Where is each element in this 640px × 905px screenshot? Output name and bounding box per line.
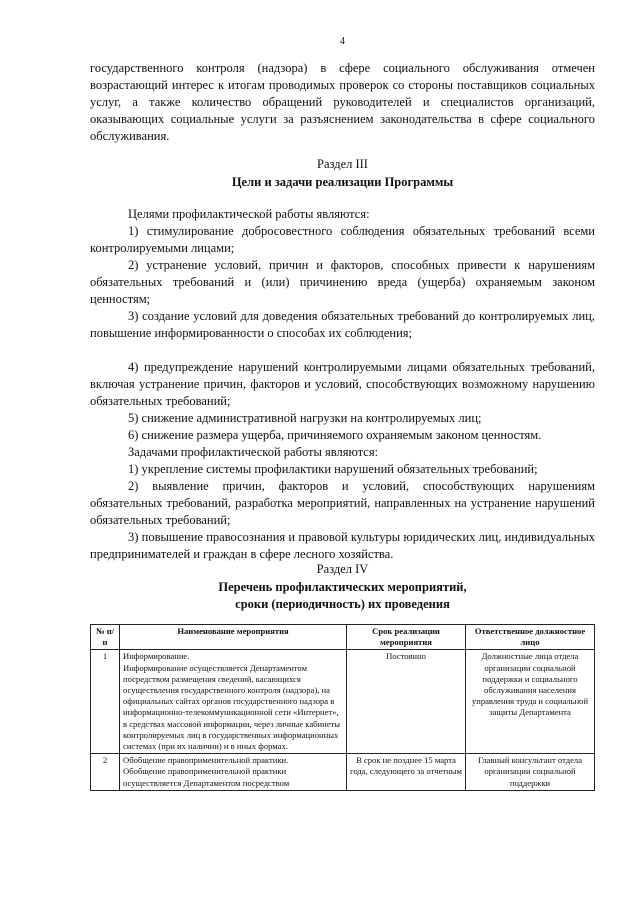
header-name: Наименование мероприятия xyxy=(120,625,347,650)
header-num: № п/п xyxy=(91,625,120,650)
goal-item-2: 2) устранение условий, причин и факторов, способных привести к нарушениям обязательных требований и (или) причинению вреда (ущерба) охраняемым законом ценностям; xyxy=(90,258,595,306)
page-number: 4 xyxy=(340,36,345,47)
row-term: В срок не позднее 15 марта года, следующего за отчетным xyxy=(347,754,466,791)
goal-item-4: 4) предупреждение нарушений контролируемыми лицами обязательных требований, включая устранение причин, факторов и условий, способствующих возможному нарушению обязательных требований; xyxy=(90,360,595,408)
header-resp: Ответственное должностное лицо xyxy=(466,625,595,650)
row-name: Обобщение правоприменительной практики. Обобщение правоприменительной практики осуществляется Департаментом посредством xyxy=(120,754,347,791)
goal-item-6: 6) снижение размера ущерба, причиняемого охраняемым законом ценностям. xyxy=(128,428,542,442)
measures-table xyxy=(90,624,595,791)
table-header-row xyxy=(91,625,595,650)
goal-item-1: 1) стимулирование добросовестного соблюдения обязательных требований всеми контролируемыми лицами; xyxy=(90,224,595,255)
tasks-intro: Задачами профилактической работы являются: xyxy=(128,445,379,459)
row-resp: Должностные лица отдела организации социальной поддержки и социального обслуживания населения управления труда и социальной защиты Департамента xyxy=(466,650,595,754)
table-row xyxy=(91,754,595,791)
task-item-1: 1) укрепление системы профилактики нарушений обязательных требований; xyxy=(128,462,538,476)
row-num: 2 xyxy=(91,754,120,791)
row-num: 1 xyxy=(91,650,120,754)
task-item-3: 3) повышение правосознания и правовой культуры юридических лиц, индивидуальных предпринимателей и граждан в сфере лесного хозяйства. xyxy=(90,530,595,561)
goal-item-5: 5) снижение административной нагрузки на контролируемых лиц; xyxy=(128,411,482,425)
header-term: Срок реализации мероприятия xyxy=(347,625,466,650)
row-resp: Главный консультант отдела организации социальной поддержки xyxy=(466,754,595,791)
row-term: Постоянно xyxy=(347,650,466,754)
goals-intro: Целями профилактической работы являются: xyxy=(128,207,370,221)
goal-item-3: 3) создание условий для доведения обязательных требований до контролируемых лиц, повышение информированности о способах их соблюдения; xyxy=(90,309,595,340)
section4-title-line2: сроки (периодичность) их проведения xyxy=(235,597,450,611)
intro-paragraph: государственного контроля (надзора) в сфере социального обслуживания отмечен возрастающий интерес к итогам проводимых проверок со стороны поставщиков социальных услуг, а также количество обращений руководителей и специалистов организаций, оказывающих социальные услуги за разъяснением законодательства в сфере социального обслуживания. xyxy=(90,61,595,143)
section3-label: Раздел III xyxy=(317,157,368,171)
section4-label: Раздел IV xyxy=(316,562,369,576)
section3-title: Цели и задачи реализации Программы xyxy=(231,175,454,189)
task-item-2: 2) выявление причин, факторов и условий, способствующих нарушениям обязательных требований, разработка мероприятий, направленных на устранение нарушений обязательных требований; xyxy=(90,479,595,527)
row-name: Информирование. Информирование осуществляется Департаментом посредством размещения сведений, касающихся осуществления государственного контроля (надзора), на официальных сайтах органов государственного надзора в информационно-телекоммуникационной сети «Интернет», в средствах массовой информации, через личные кабинеты контролируемых лиц в государственных информационных системах (при их наличии) и в иных формах. xyxy=(120,650,347,754)
section4-title-line1: Перечень профилактических мероприятий, xyxy=(218,580,467,594)
table-row xyxy=(91,650,595,754)
